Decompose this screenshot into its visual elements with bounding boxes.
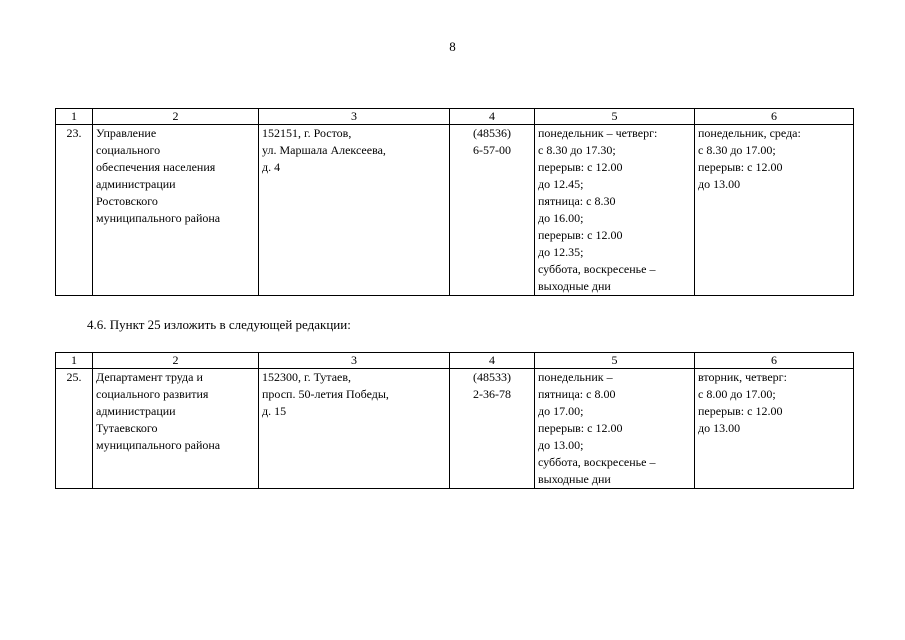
column-header-2: 2 [93,353,259,369]
column-header-5: 5 [535,109,695,125]
column-header-3: 3 [259,109,450,125]
reception-hours: понедельник, среда: с 8.30 до 17.00; перерыв: с 12.00 до 13.00 [695,125,854,296]
phone-number: (48536) 6-57-00 [450,125,535,296]
organization-name: Департамент труда и социального развития администрации Тутаевского муниципального района [93,369,259,489]
column-header-4: 4 [450,109,535,125]
table-header-row [56,109,854,125]
reception-hours: вторник, четверг: с 8.00 до 17.00; перерыв: с 12.00 до 13.00 [695,369,854,489]
column-header-1: 1 [56,353,93,369]
table-header-row [56,353,854,369]
phone-number: (48533) 2-36-78 [450,369,535,489]
column-header-3: 3 [259,353,450,369]
organization-name: Управление социального обеспечения населения администрации Ростовского муниципального района [93,125,259,296]
column-header-4: 4 [450,353,535,369]
amendment-paragraph: 4.6. Пункт 25 изложить в следующей редакции: [87,317,351,332]
column-header-6: 6 [695,353,854,369]
table-row [56,369,854,489]
column-header-5: 5 [535,353,695,369]
organization-address: 152151, г. Ростов, ул. Маршала Алексеева, д. 4 [259,125,450,296]
column-header-6: 6 [695,109,854,125]
table-row [56,125,854,296]
table-item-23 [55,108,854,296]
working-hours: понедельник – четверг: с 8.30 до 17.30; перерыв: с 12.00 до 12.45; пятница: с 8.30 до 16.00; перерыв: с 12.00 до 12.35; суббота, воскресенье – выходные дни [535,125,695,296]
working-hours: понедельник – пятница: с 8.00 до 17.00; перерыв: с 12.00 до 13.00; суббота, воскресенье – выходные дни [535,369,695,489]
column-header-1: 1 [56,109,93,125]
table-item-25 [55,352,854,489]
column-header-2: 2 [93,109,259,125]
row-number: 23. [56,125,93,296]
page-number: 8 [449,39,456,54]
row-number: 25. [56,369,93,489]
organization-address: 152300, г. Тутаев, просп. 50-летия Победы, д. 15 [259,369,450,489]
